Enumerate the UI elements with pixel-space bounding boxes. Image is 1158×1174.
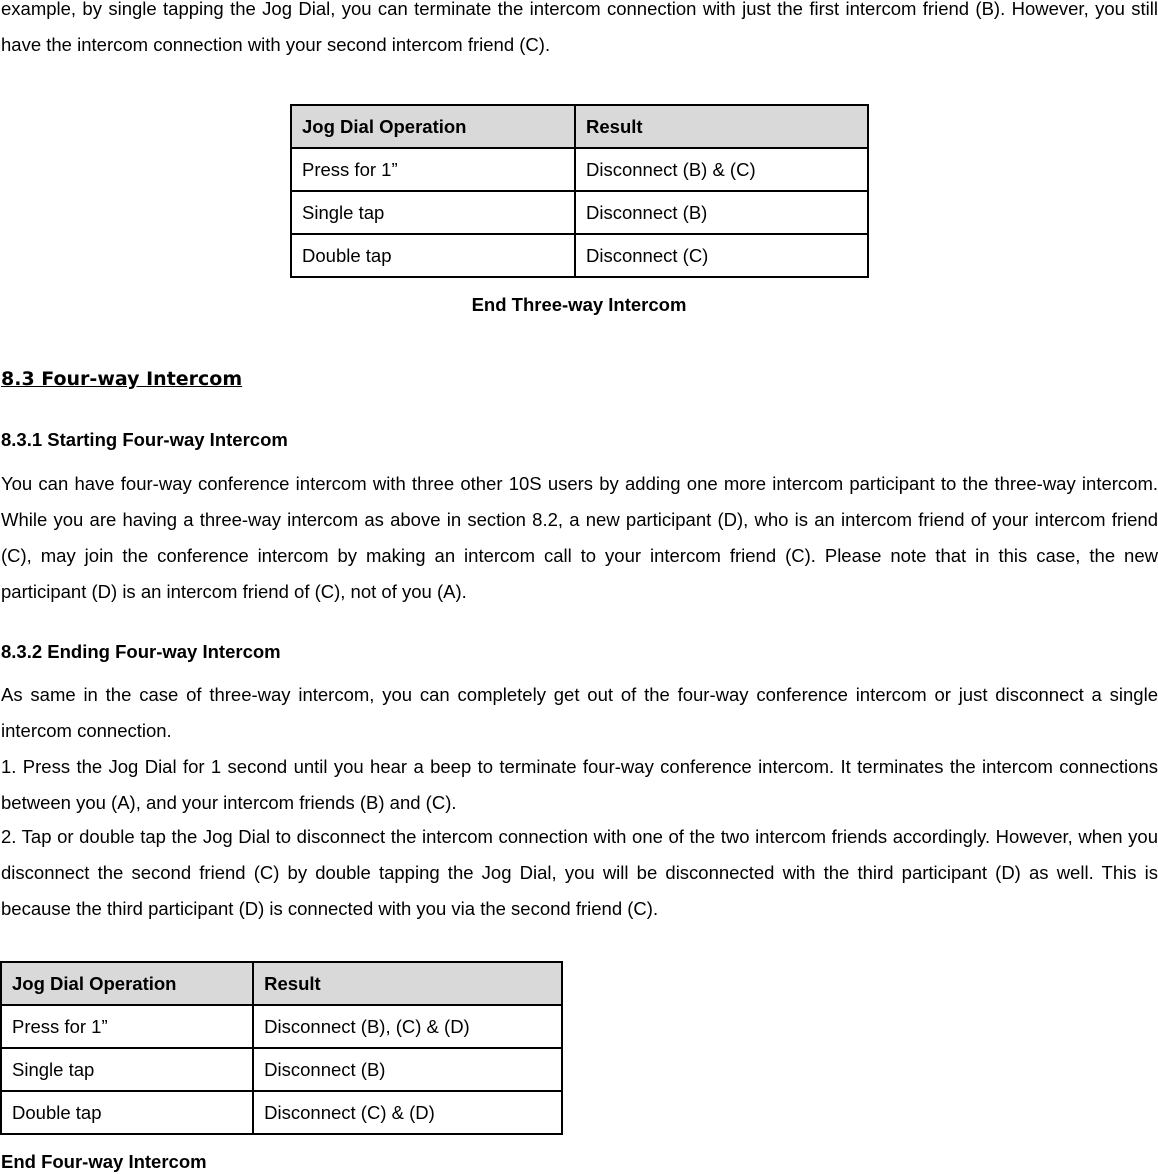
table-cell: Disconnect (B), (C) & (D) bbox=[253, 1005, 562, 1048]
subsection-title-starting: 8.3.1 Starting Four-way Intercom bbox=[1, 429, 288, 450]
ending-four-way-paragraph: As same in the case of three-way intercom, you can completely get out of the four-way conference intercom or just disconnect a single intercom connection. bbox=[1, 684, 1158, 741]
table-header-cell: Jog Dial Operation bbox=[1, 962, 253, 1005]
table-header-row bbox=[1, 962, 562, 1005]
table-header-cell: Result bbox=[253, 962, 562, 1005]
four-way-table-caption: End Four-way Intercom bbox=[1, 1151, 207, 1172]
table-row bbox=[1, 1048, 562, 1091]
table-cell: Single tap bbox=[291, 191, 575, 234]
table-cell: Single tap bbox=[1, 1048, 253, 1091]
table-cell: Disconnect (C) & (D) bbox=[253, 1091, 562, 1134]
table-cell: Disconnect (C) bbox=[575, 234, 868, 277]
intro-paragraph: example, by single tapping the Jog Dial, you can terminate the intercom connection with just the first intercom friend (B). However, you still have the intercom connection with your second intercom friend (C). bbox=[1, 0, 1158, 55]
table-cell: Disconnect (B) & (C) bbox=[575, 148, 868, 191]
table-cell: Double tap bbox=[1, 1091, 253, 1134]
table-cell: Disconnect (B) bbox=[575, 191, 868, 234]
three-way-intercom-table bbox=[290, 104, 869, 278]
table-header-row bbox=[291, 105, 868, 148]
subsection-title-ending: 8.3.2 Ending Four-way Intercom bbox=[1, 641, 281, 662]
table-header-cell: Result bbox=[575, 105, 868, 148]
ending-step-2: 2. Tap or double tap the Jog Dial to disconnect the intercom connection with one of the two intercom friends accordingly. However, when you disconnect the second friend (C) by double tapping the Jog Dial, you will be disconnected with the third participant (D) as well. This is because the third participant (D) is connected with you via the second friend (C). bbox=[1, 826, 1158, 919]
table-row bbox=[291, 234, 868, 277]
table-cell: Press for 1” bbox=[1, 1005, 253, 1048]
ending-step-1: 1. Press the Jog Dial for 1 second until you hear a beep to terminate four-way conference intercom. It terminates the intercom connections between you (A), and your intercom friends (B) and (C). bbox=[1, 756, 1158, 813]
table-cell: Disconnect (B) bbox=[253, 1048, 562, 1091]
three-way-table-caption: End Three-way Intercom bbox=[471, 294, 687, 315]
table-cell: Double tap bbox=[291, 234, 575, 277]
table-row bbox=[291, 191, 868, 234]
table-cell: Press for 1” bbox=[291, 148, 575, 191]
table-header-cell: Jog Dial Operation bbox=[291, 105, 575, 148]
section-title: 8.3 Four-way Intercom bbox=[1, 368, 243, 390]
table-row bbox=[1, 1091, 562, 1134]
table-row bbox=[1, 1005, 562, 1048]
table-row bbox=[291, 148, 868, 191]
starting-four-way-paragraph: You can have four-way conference intercom with three other 10S users by adding one more intercom participant to the three-way intercom. While you are having a three-way intercom as above in section 8.2, a new participant (D), who is an intercom friend of your intercom friend (C), may join the conference intercom by making an intercom call to your intercom friend (C). Please note that in this case, the new participant (D) is an intercom friend of (C), not of you (A). bbox=[1, 473, 1158, 602]
four-way-intercom-table bbox=[0, 961, 563, 1135]
